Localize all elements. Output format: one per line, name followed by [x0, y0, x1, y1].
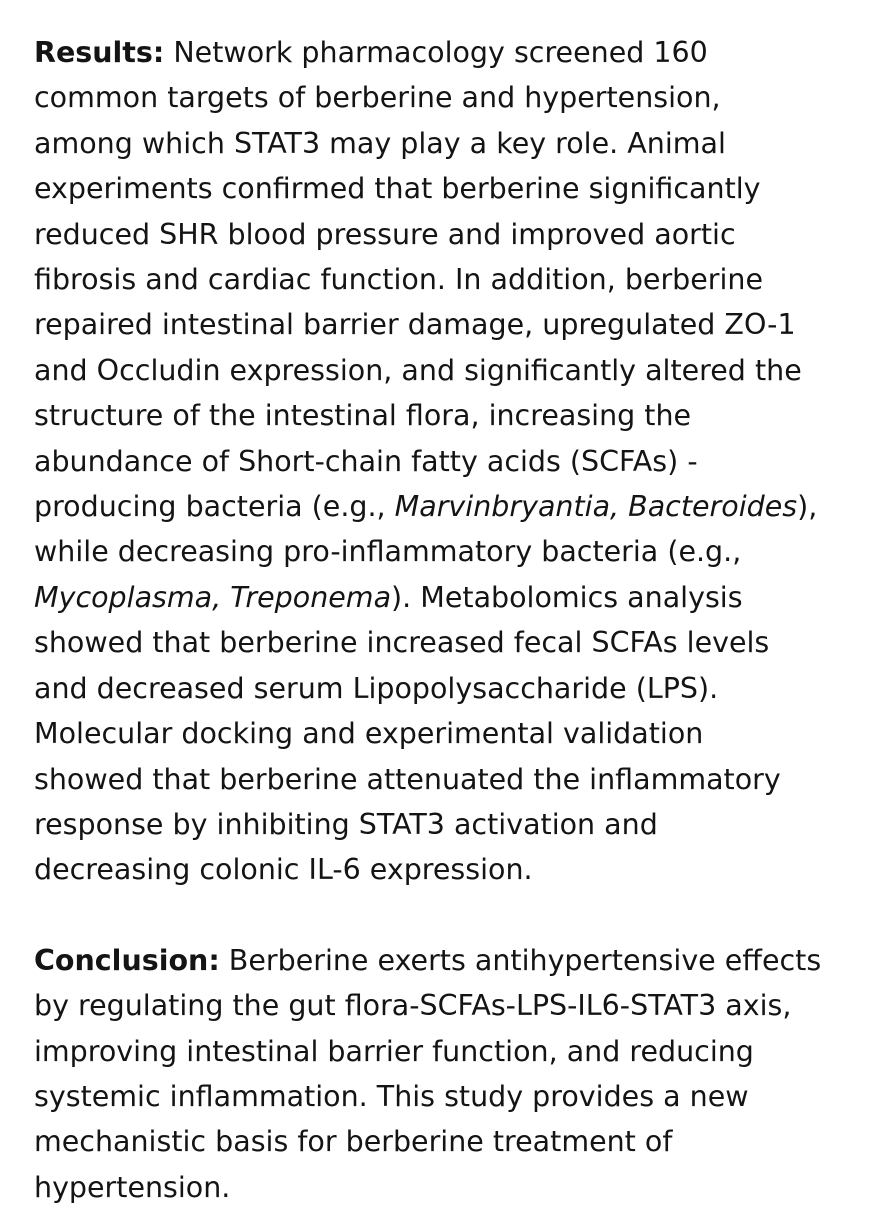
text-line: decreasing colonic IL-6 expression. — [34, 853, 533, 887]
text-line: systemic inflammation. This study provides a new — [34, 1079, 749, 1113]
text-line: among which STAT3 may play a key role. Animal — [34, 126, 726, 160]
results-label: Results: — [34, 36, 165, 69]
text-line: structure of the intestinal flora, increasing the — [34, 399, 692, 433]
text-line: while decreasing pro-inflammatory bacteria (e.g., — [34, 535, 742, 569]
species-names: Mycoplasma, Treponema — [34, 580, 392, 614]
text-line: and Occludin expression, and significantly altered the — [34, 353, 802, 387]
text-line: common targets of berberine and hypertension, — [34, 81, 721, 115]
text-line: experiments confirmed that berberine significantly — [34, 172, 761, 206]
text-line: fibrosis and cardiac function. In addition, berberine — [34, 263, 764, 297]
text-line: response by inhibiting STAT3 activation and — [34, 807, 658, 841]
text-line: Conclusion: Berberine exerts antihypertensive effects — [34, 943, 822, 977]
text-line: repaired intestinal barrier damage, upregulated ZO-1 — [34, 308, 796, 342]
conclusion-paragraph — [34, 938, 846, 1210]
text-line: mechanistic basis for berberine treatment of — [34, 1125, 673, 1159]
text-line: producing bacteria (e.g., Marvinbryantia, Bacteroides), — [34, 490, 818, 524]
text-line: reduced SHR blood pressure and improved aortic — [34, 217, 736, 251]
abstract-text — [34, 30, 846, 1210]
text-line: Results: Network pharmacology screened 160 — [34, 36, 708, 69]
text-line: abundance of Short-chain fatty acids (SCFAs) - — [34, 444, 698, 478]
text-line: Mycoplasma, Treponema). Metabolomics analysis — [34, 580, 743, 614]
species-names: Marvinbryantia, Bacteroides — [394, 490, 798, 524]
text-line: showed that berberine increased fecal SCFAs levels — [34, 626, 770, 660]
text-line: hypertension. — [34, 1170, 231, 1204]
text-line: and decreased serum Lipopolysaccharide (LPS). — [34, 671, 719, 705]
text-line: showed that berberine attenuated the inflammatory — [34, 762, 781, 796]
results-paragraph — [34, 30, 846, 893]
text-line: improving intestinal barrier function, and reducing — [34, 1034, 754, 1068]
conclusion-label: Conclusion: — [34, 943, 220, 977]
text-line: Molecular docking and experimental validation — [34, 717, 704, 751]
text-line: by regulating the gut flora-SCFAs-LPS-IL6-STAT3 axis, — [34, 989, 792, 1023]
